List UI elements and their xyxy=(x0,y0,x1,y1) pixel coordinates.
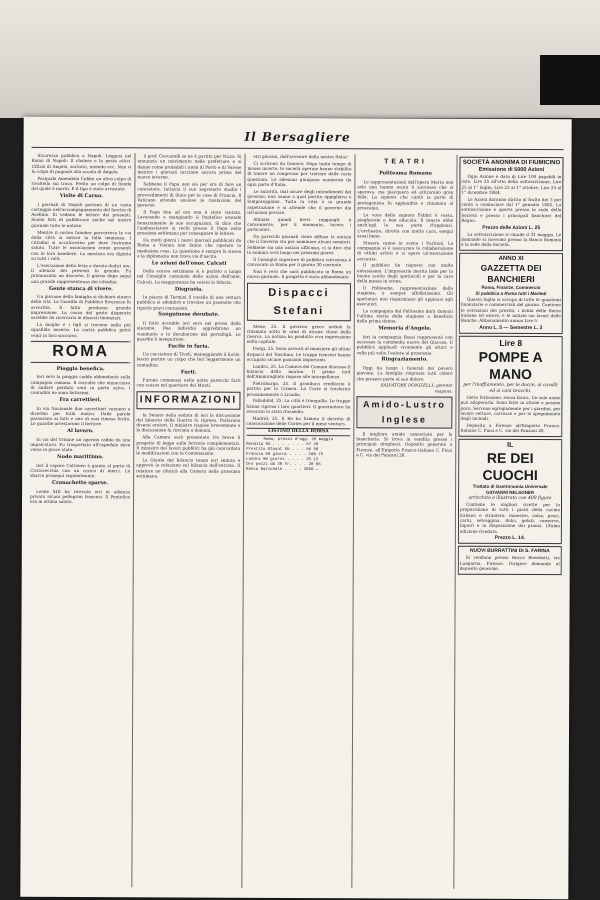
article-paragraph: La moglie e i figli si trovano nella più squallida miseria. La carità pubblica potrà venir in loro soccorso. xyxy=(30,321,131,338)
stock-row: Oro pezzi da 20 fr. . . . 20 06 xyxy=(246,462,321,467)
stock-listing-subtitle: Roma, prezzi d'ogg. 26 maggio xyxy=(263,437,334,442)
article-paragraph: Sicurezza pubblica a Napoli. Leggesi nel Roma di Napoli: Il cholera e la peste attivi. Uffizio di Angelo, sartoria, intendo ecc. Non vi fu colpo di pugnale alla scuola di Angelo. xyxy=(31,152,132,175)
article-paragraph: L'esecuzione della festa e durata dodici ore. Il silenzio dei presenti fu grande. Fu pronunziato un discorso. Il giorno dopo seguì una grande rappresentanza dei cittadini. xyxy=(30,262,132,284)
ad-title: GAZZETTA DEI BANCHIERI xyxy=(480,262,542,285)
section-heading: Fra carrettieri. xyxy=(59,397,102,404)
stock-row: Banca Nazionale . . . . 2050 — xyxy=(246,467,319,472)
article-paragraph: Da molti giorni i nuovi giornali pubblicati da Roma a Vienna non fanno che ripetere la medesima cosa. La questione è sempre la stessa e la diplomazia non trova via d'uscita. xyxy=(137,237,242,259)
section-heading: Nodo marittimo. xyxy=(57,454,104,461)
column-3 xyxy=(244,154,351,888)
ad-paragraph: Il migliore amido conosciuto per la biancheria. Si trova in vendita presso i principali droghieri. Deposito generale a Firenze, all'Emporio Franco-Italiano C. Finzi e C. via dei Panzani 28. xyxy=(356,431,453,458)
ad-paragraph: Contiene le migliori ricette per la preparazione di tutti i piatti della cucina italiana e straniera: minestre, salse, pesci, carni, selvaggina, dolci, gelati, conserve, liquori e la disposizione dei pranzi. Ultima edizione riveduta. xyxy=(459,501,561,534)
column-4 xyxy=(354,154,453,888)
ad-paragraph: Ogni Azione è data di Lire 100 pagabili in rate. Lire 25 all'atto della sottoscrizione, Lire 25 al 1° luglio, Lire 25 al 1° ottobre, Lire 25 al 1° dicembre 1884. xyxy=(461,173,562,195)
stock-row: Prestito Blount 5% . . . 96 50 xyxy=(246,447,319,452)
previous-page-edge xyxy=(0,0,600,118)
article-paragraph: Il Papa fino ad ora non è stato visitato. Lavorando e mangiando il Pontefice attende bonariamente le sue occupazioni. Si dice che l'ambasciatore si rechi presso il Papa nella prossima settimana per consegnare le lettere. xyxy=(137,209,242,236)
burrattini-ad xyxy=(458,546,562,575)
ad-title: NUOVI BURRATTINI DI S. FARINA xyxy=(469,548,550,555)
article-paragraph: Stasera vanno in scena i Puritani. La compagnia si è assicurata la collaborazione di ottimi artisti e si spera un'esecuzione accurata. xyxy=(357,240,454,262)
article-paragraph: Il Politeama, rappresentazione della stagione, è sempre affollatissimo. Gli spettatori non risparmiano gli applausi agli esecutori. xyxy=(356,285,453,307)
section-heading: Ringraziamento. xyxy=(381,356,428,363)
section-heading: Cronachette sparse. xyxy=(52,479,109,487)
newspaper-page xyxy=(20,117,571,899)
dispacci-stefani-heading: Dispacci Stefani xyxy=(247,282,351,320)
article-paragraph: Le autorità, mal sicure degli intendimenti del governo, non sanno a qual partito appigliarsi e temporeggiano. Tutta la città è in grande aspettazione e si attende che il governo dia istruzioni precise. xyxy=(247,188,352,215)
column-1 xyxy=(28,153,131,887)
article-paragraph: I giornali di Napoli portano di un vasto corteggio nell'accompagnamento del feretro di Avellino. Si vedono le lettere dei presenti. Siamo lieti di pubblicare anche nel nostro giornale tutte le notizie. xyxy=(31,201,132,228)
ad-price: Prezzo delle Azioni L. 25 xyxy=(482,224,541,231)
article-paragraph: Furono commessi nella notte parecchi furti con scasso nel quartiere dei Monti. xyxy=(136,377,241,388)
ad-title: POMPE A MANO xyxy=(478,348,543,383)
stock-row: Londra 90 giorni . . . . 25 12 xyxy=(246,457,319,462)
article-paragraph: Ieri la compagnia Rossi rappresentò con successo la commedia nuova del Giacosa. Il pubblico applaudì vivamente gli attori e volle più volte l'autore al proscenio. xyxy=(356,334,453,356)
ad-price: Lire 8 xyxy=(499,337,523,349)
re-dei-cuochi-ad xyxy=(458,439,562,545)
gerente-signature: SALVATORE DONIZELLI, gerente respons. xyxy=(380,382,453,394)
ad-title: SOCIETÀ ANONIMA DI FIUMICINO xyxy=(462,159,561,167)
ad-year: ANNO XI xyxy=(498,255,524,263)
article-paragraph: Pasquale Amendola Cobbo un altro colpo di rivoltella sul trava. Ferito un colpo di fionda del quale è morto. E il tipo è stato arrestato. xyxy=(31,175,132,192)
article-paragraph: Alla Camera sarà presentato fra breve il progetto di legge sulle ferrovie complementari. Il ministro dei lavori pubblici ha già concordato le modificazioni con la Commissione. xyxy=(136,434,241,456)
section-heading: Furti. xyxy=(180,368,197,376)
ad-author: GIOVANNI NELSONER xyxy=(485,489,535,496)
dispatch-paragraph: Londra, 25. La Camera dei Comuni discusse il bilancio della marina. Il primo lord dell'Ammiragliato rispose alle interpellanze. xyxy=(246,363,351,380)
ad-subtitle: Trattato di Gastronomia Universale xyxy=(472,483,548,490)
article-paragraph: Sebbene il Papa non sia per ora di fare un concistoro, tuttavia il suo segretario studia i provvedimenti di Stato per le cose di Francia. Il Vaticano attende ansioso le risoluzioni del governo. xyxy=(137,181,242,208)
section-heading: Disgrazia. xyxy=(174,286,204,293)
article-paragraph: In Senato nella seduta di ieri la discussione del bilancio della Guerra fu ripresa. Parlarono diversi oratori. Il ministro rispose brevemente e la discussione fu rinviata a domani. xyxy=(136,411,241,434)
ad-price: Prezzo L. 14. xyxy=(494,535,526,542)
article-paragraph: Della scorsa settimana si è parlato a lungo nel Consiglio comunale delle azioni dell'onor. Calcati. La maggioranza ha votato la fiducia. xyxy=(136,268,242,285)
teatri-heading: TEATRI xyxy=(384,158,427,166)
page-fold-shadow xyxy=(540,55,600,105)
informazioni-heading: INFORMAZIONI xyxy=(136,391,240,409)
article-paragraph: Il pubblico ha risposto con molto entusiasmo. L'impresario merita lode per la buona scelta degli spettacoli e per la cura della messa in scena. xyxy=(356,262,454,284)
section-heading: Memoria d'Angelo. xyxy=(378,325,432,332)
ad-subtitle: Emissione di 5000 Azioni xyxy=(478,166,545,174)
article-paragraph: La voce della signora Fabbri è vasta, pieghevole e ben educata. Il tenore ebbe anch'egli la sua parte d'applausi. L'orchestra, diretta con molta cura, eseguì assai bene. xyxy=(357,212,454,239)
article-paragraph: La Giunta del bilancio tenne ieri seduta e approvò la relazione sul bilancio dell'entrata. Il relatore ne riferirà alla Camera nella prossima settimana. xyxy=(136,457,241,479)
dispatch-paragraph: Valladolid, 25. La città è tranquilla. Le truppe hanno ripreso i loro quartieri. Il governatore ha revocato lo stato d'assedio. xyxy=(246,398,351,415)
article-paragraph: Il fatto accadde ieri sera nei pressi della stazione. Due individui aggredirono un viandante e lo derubarono del portafogli. Le guardie li inseguirono. xyxy=(136,320,241,342)
dispatch-paragraph: Madrid, 25. Il Re ha firmato il decreto di convocazione delle Cortes per il mese venturo. xyxy=(246,415,351,427)
masthead: Il Bersagliere xyxy=(244,129,351,145)
ad-paragraph: Getto fortissimo, senza fatica. Un solo uomo può adoperarla. Sono fatte in ottone e pesano poco. Servono egregiamente per i giardini, per lavare vetture, carrozze e per lo spegnimento degli incendi. xyxy=(460,394,561,422)
article-paragraph: stri giovani, dell'avvenire della nostra Italia! xyxy=(253,153,348,160)
section-heading: Fucile in furia. xyxy=(167,343,210,350)
article-paragraph: Ieri il vapore Cattaneo è giunto al porto di Civitavecchia con un carico di merci. Lo sbarco proseguì regolarmente. xyxy=(30,462,131,479)
ad-subtitle: Roma, Finanze, Commercio xyxy=(481,284,541,291)
article-paragraph: Le rappresentazioni dell'opera Marta non solo non hanno avuto il successo che si sperava, ma piacquero ed attirarono gran folla. La signora che cantò la parte di protagonista fu applaudita e chiamata al proscenio. xyxy=(357,178,454,211)
article-paragraph: Da parecchi giornali viene diffusa la notizia che il Governo sta per nominare alcuni senatori. Sebbene sia una notizia ufficiosa, ci si dice che la nomina avrà luogo nei prossimi giorni. xyxy=(247,233,352,256)
article-paragraph: In via Nazionale due carrettieri vennero a diverbio per futili motivi. Dalle parole passarono ai fatti e uno di essi rimase ferito. Le guardie arrestarono il feritore. xyxy=(30,405,131,427)
ad-subtitle: Si pubblica a Roma tutti i Martedì xyxy=(475,290,547,297)
dispatch-paragraph: Parigi, 25. Sono arrivati al ministero gli ultimi dispacci del Tonchino. Le truppe francesi hanno occupato alcune posizioni importanti. xyxy=(246,346,351,362)
ad-pre-title: IL xyxy=(507,442,514,450)
section-heading: Visite di Caruo. xyxy=(59,193,103,200)
roma-heading: ROMA xyxy=(31,341,131,363)
article-paragraph: Oggi ha luogo i funerali del povero giovane. La famiglia ringrazia tutti coloro che presero parte al suo dolore. xyxy=(356,365,453,382)
pompe-a-mano-ad xyxy=(458,336,562,438)
article-paragraph: Il Consiglio superiore di pubblica istruzione è convocato in Roma per il giorno 30 corrente. xyxy=(247,256,352,268)
ad-paragraph: La sottoscrizione si chiude il 31 maggio. Le domande si ricevono presso la Banca Romana e la sede della Società. xyxy=(461,231,562,248)
gazzetta-banchieri-ad xyxy=(459,253,563,334)
article-paragraph: il prof. Ceccarelli se ne è partito per Nizza. Si annunzia un movimento nelle prefetture e si danno come probabili i nomi di Porto e di Varese mentre i giornali tacciono ancora prima del nuovo inverno. xyxy=(137,153,242,180)
section-heading: Pioggia benefica. xyxy=(56,365,105,373)
article-paragraph: In via del Tritone un operaio cadde da una impalcatura. Fu trasportato all'ospedale dove versa in grave stato. xyxy=(30,436,131,453)
stock-listing-heading: LISTINO DELLA BORSA xyxy=(246,428,350,436)
ad-title: RE DEI CUOCHI xyxy=(482,449,538,484)
section-heading: Le azioni dell'onor. Calcati xyxy=(151,260,227,267)
dispatch-paragraph: Pietroburgo, 25. Il granduca ereditario è partito per la Crimea. La Corte si trasferirà prossimamente a Livadia. xyxy=(246,380,351,397)
article-paragraph: Abbiate quindi brevi ragguagli: è conveniente, per il momento, tacere i particolari. xyxy=(247,216,352,233)
stock-row: Rendita 5% . . . . . . . 97 20 xyxy=(246,442,319,447)
ad-paragraph: Questo foglio si occupa di tutte le questioni finanziarie e commerciali del giorno. Contiene le estrazioni dei prestiti, i listini delle Borse italiane ed estere, e le notizie sui lavori delle Banche. Abbonamento annuo Lire 5. xyxy=(460,296,561,324)
section-heading: Politeama Romano xyxy=(379,170,432,177)
article-paragraph: Un giovane della famiglia si dichiarò stanco della vita. La Guardia di Pubblica Sicurezza fu avvertita. Il fatto produsse grande impressione. La causa del gesto disperato sarebbe da ricercarsi in dissesti finanziari. xyxy=(30,293,131,321)
masthead-rule xyxy=(32,147,564,150)
article-paragraph: Ci scrivono da Genova: Dopo tanto tempo di mosse incerte, le società operaie hanno stabilito di tenere un congresso per trattare delle varie questioni. Le adesioni giungono numerose da ogni parte d'Italia. xyxy=(247,160,352,187)
ad-paragraph: Le Azioni daranno diritto al frutto del 5 per cento a cominciare dal 1° gennaio 1885. La sottoscrizione è aperta presso la sede della Società e presso i principali banchieri del Regno. xyxy=(461,196,562,223)
dispatch-paragraph: Atene, 25. Il governo greco ordinò la chiamata sotto le armi di alcune classi della riserva. La notizia ha prodotto viva impressione nella capitale. xyxy=(246,323,351,345)
ad-subtitle: arricchito e illustrato con 400 figure xyxy=(468,495,552,502)
article-paragraph: Ieri sera la pioggia cadde abbondante sulla campagna romana. Il raccolto che minacciava di andare perduto sarà in parte salvo. I contadini ne sono lietissimi. xyxy=(30,374,131,396)
fiumicino-ad xyxy=(459,157,563,252)
amido-lustro-ad-title: Amido-Lustro Inglese xyxy=(356,396,452,428)
article-paragraph: In piazza di Termini il cavallo di una vettura pubblica si adombrò e travolse un passante che riportò gravi contusioni. xyxy=(136,294,241,311)
article-paragraph: Un cacciatore di Tivoli, maneggiando il fucile, lasciò partire un colpo che ferì leggermente un contadino. xyxy=(136,351,241,368)
ad-paragraph: Si vendono presso Rocco Benedetti, via Lungarno, Firenze. Dirigere domande al deposito generale. xyxy=(459,555,560,571)
section-heading: Gente stanca di vivere. xyxy=(48,285,113,292)
ad-price: Anno L. 5 — Semestre L. 3 xyxy=(479,324,543,332)
column-2 xyxy=(134,153,241,887)
column-5-ads xyxy=(456,155,563,889)
ad-paragraph: Deposito a Firenze all'Emporio Franco-Italiano C. Finzi e C. via dei Panzani 28. xyxy=(460,422,561,434)
article-paragraph: La compagnia del Politeama darà domani l'ultima recita della stagione a beneficio della prima donna. xyxy=(356,308,453,324)
section-heading: Sanguinose derubate. xyxy=(158,311,220,319)
article-paragraph: Mentre il corteo funebre percorreva le vie della città si notava la folla immensa. I cittadini si accalcavano per dare l'estremo saluto. Tutte le associazioni erano presenti con le loro bandiere. La mestizia era dipinta su tutti i volti. xyxy=(31,229,132,262)
ad-subtitle: per l'inaffiamento, per le docce, ai cavalli ed ai cani bracchi. xyxy=(463,382,558,395)
stock-row: Francia 90 giorni . . . . 100 75 xyxy=(246,452,324,457)
article-paragraph: Leone XIII ha ricevuto ieri in udienza privata alcuni pellegrini francesi. Il Pontefice era in ottima salute. xyxy=(30,488,131,505)
section-heading: Al lavoro. xyxy=(67,428,94,435)
article-paragraph: Non è vero che sarà pubblicato in Roma un nuovo giornale. Il progetto è stato abbandonato. xyxy=(246,268,352,280)
